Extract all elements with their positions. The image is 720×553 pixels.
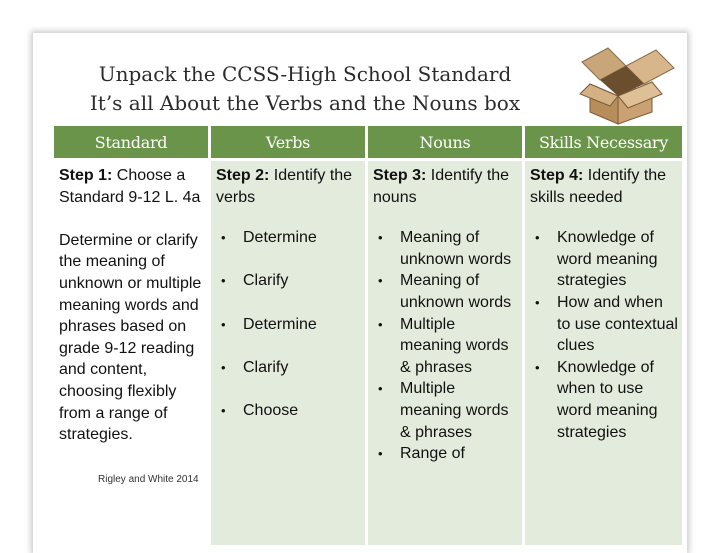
verb-item: • Determine xyxy=(216,314,361,336)
verbs-list xyxy=(216,227,361,421)
verbs-step xyxy=(216,165,361,208)
title-line-1: Unpack the CCSS-High School Standard xyxy=(98,62,512,86)
verbs-step-text: Identify the verbs xyxy=(216,167,353,206)
noun-item: • Meaning of unknown words xyxy=(373,227,518,270)
skill-item: • Knowledge of when to use word meaning strategies xyxy=(530,357,678,443)
nouns-step-text: Identify the nouns xyxy=(373,167,510,206)
header-skills: Skills Necessary xyxy=(525,126,682,161)
noun-item: • Range of xyxy=(373,443,518,465)
header-row xyxy=(54,126,682,161)
skill-item: • How and when to use contextual clues xyxy=(530,292,678,357)
noun-item: • Multiple meaning words & phrases xyxy=(373,378,518,443)
verb-item: • Determine xyxy=(216,227,361,249)
verb-item: • Choose xyxy=(216,400,361,422)
header-verbs: Verbs xyxy=(211,126,368,161)
skill-item: • Knowledge of word meaning strategies xyxy=(530,227,678,292)
skills-step-text: Identify the skills needed xyxy=(530,167,667,206)
verbs-step-label: Step 2: xyxy=(216,167,270,184)
header-standard: Standard xyxy=(54,126,211,161)
standard-step-label: Step 1: xyxy=(59,167,113,184)
skills-cell xyxy=(525,161,682,545)
content-row xyxy=(54,161,682,545)
noun-item: • Multiple meaning words & phrases xyxy=(373,314,518,379)
verb-item: • Clarify xyxy=(216,357,361,379)
skills-list xyxy=(530,227,678,443)
nouns-cell xyxy=(368,161,525,545)
skills-step-label: Step 4: xyxy=(530,167,584,184)
standard-step xyxy=(59,165,204,208)
header-nouns: Nouns xyxy=(368,126,525,161)
nouns-step xyxy=(373,165,518,208)
standard-cell xyxy=(54,161,211,545)
title-line-2: It’s all About the Verbs and the Nouns box xyxy=(89,91,521,115)
cardboard-box-icon xyxy=(564,40,680,126)
verbs-cell xyxy=(211,161,368,545)
slide-title xyxy=(55,60,555,118)
nouns-step-label: Step 3: xyxy=(373,167,427,184)
standard-body: Determine or clarify the meaning of unknown or multiple meaning words and phrases based on grade 9-12 reading and content, choosing flexibly from a range of strategies. xyxy=(59,231,202,444)
credit-text: Rigley and White 2014 xyxy=(98,474,199,485)
noun-item: • Meaning of unknown words xyxy=(373,270,518,313)
standard-step-text: Choose a Standard 9-12 L. 4a xyxy=(59,167,201,206)
verb-item: • Clarify xyxy=(216,270,361,292)
nouns-list xyxy=(373,227,518,465)
skills-step xyxy=(530,165,678,208)
